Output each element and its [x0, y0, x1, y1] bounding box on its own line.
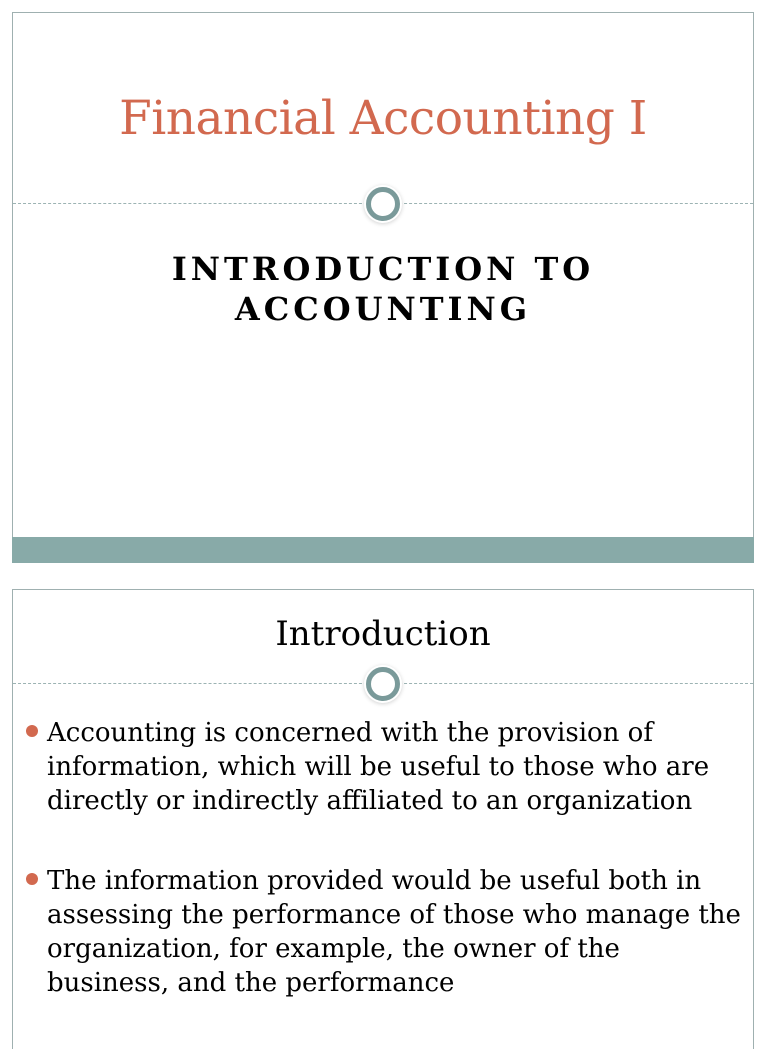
list-item — [23, 864, 741, 1000]
bullet-dot-icon — [26, 873, 38, 885]
bullet-text: The information provided would be useful both in assessing the performance of those who manage the organization, for example, the owner of the business, and the performance — [47, 866, 741, 998]
slide-title: Introduction — [275, 614, 491, 654]
subtitle-line-1: INTRODUCTION TO — [171, 250, 595, 288]
ring-icon — [366, 187, 400, 221]
list-item — [23, 716, 741, 818]
slide-title: Financial Accounting I — [119, 91, 647, 146]
footer-bar — [12, 537, 754, 563]
content-slide — [12, 589, 754, 1049]
ring-icon — [366, 667, 400, 701]
bullet-dot-icon — [26, 725, 38, 737]
title-slide — [12, 12, 754, 563]
subtitle-line-2: ACCOUNTING — [234, 290, 532, 328]
bullet-list — [23, 716, 741, 1046]
slide-subtitle — [13, 249, 753, 329]
bullet-text: Accounting is concerned with the provision of information, which will be useful to those who are directly or indirectly affiliated to an organization — [47, 718, 710, 816]
